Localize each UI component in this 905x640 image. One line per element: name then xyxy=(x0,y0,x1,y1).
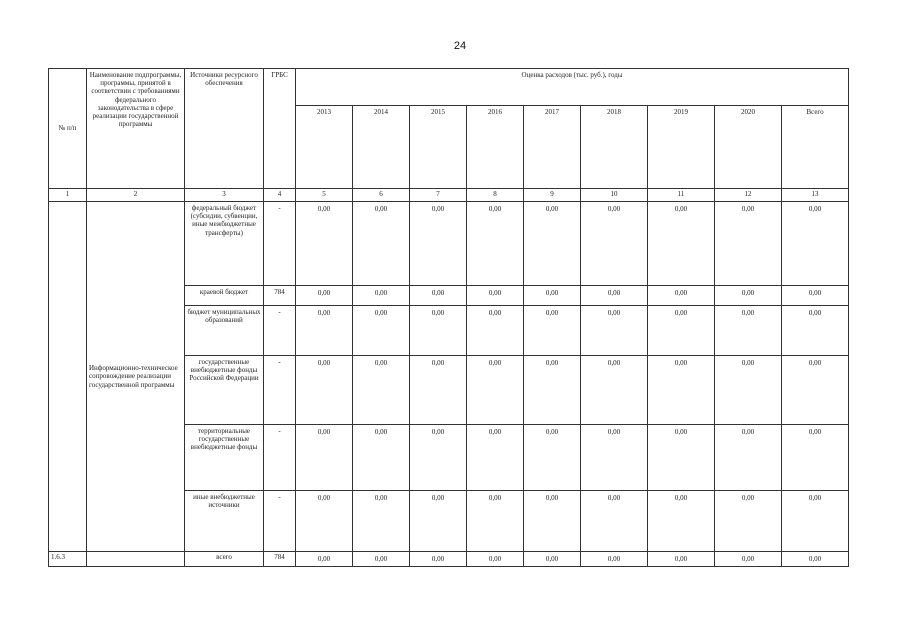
value-cell: 0,00 xyxy=(782,356,849,425)
column-index: 2 xyxy=(87,189,185,202)
value-cell: 0,00 xyxy=(782,202,849,286)
value-cell: 0,00 xyxy=(296,306,353,356)
value-cell: 0,00 xyxy=(467,286,524,306)
grbs-cell: - xyxy=(264,425,296,491)
value-cell: 0,00 xyxy=(524,356,581,425)
grbs-cell: 784 xyxy=(264,552,296,567)
value-cell: 0,00 xyxy=(581,356,648,425)
source-cell: территориальные государственные внебюджетные фонды xyxy=(185,425,264,491)
value-cell: 0,00 xyxy=(467,306,524,356)
value-cell: 0,00 xyxy=(648,286,715,306)
year-header: 2015 xyxy=(410,106,467,189)
column-index: 9 xyxy=(524,189,581,202)
year-header-total: Всего xyxy=(782,106,849,189)
header-grbs: ГРБС xyxy=(264,69,296,189)
value-cell: 0,00 xyxy=(410,306,467,356)
value-cell: 0,00 xyxy=(467,552,524,567)
value-cell: 0,00 xyxy=(467,356,524,425)
column-index-row xyxy=(49,189,849,202)
program-name: Информационно-техническое сопровождение реализации государственной программы xyxy=(87,202,185,552)
value-cell: 0,00 xyxy=(715,491,782,552)
value-cell: 0,00 xyxy=(524,306,581,356)
value-cell: 0,00 xyxy=(715,552,782,567)
header-no: № п/п xyxy=(49,69,87,189)
value-cell: 0,00 xyxy=(410,356,467,425)
value-cell: 0,00 xyxy=(581,552,648,567)
source-cell: государственные внебюджетные фонды Российской Федерации xyxy=(185,356,264,425)
value-cell: 0,00 xyxy=(410,202,467,286)
value-cell: 0,00 xyxy=(353,202,410,286)
value-cell: 0,00 xyxy=(524,286,581,306)
value-cell: 0,00 xyxy=(648,356,715,425)
value-cell: 0,00 xyxy=(524,425,581,491)
value-cell: 0,00 xyxy=(353,356,410,425)
value-cell: 0,00 xyxy=(782,306,849,356)
value-cell: 0,00 xyxy=(467,425,524,491)
value-cell: 0,00 xyxy=(715,356,782,425)
header-sources: Источники ресурсного обеспечения xyxy=(185,69,264,189)
header-name: Наименование подпрограммы, программы, принятой в соответствии с требованиями федерального законодательства в сфере реализации государственной программы xyxy=(87,69,185,189)
row-number-cell xyxy=(49,202,87,552)
value-cell: 0,00 xyxy=(648,552,715,567)
value-cell: 0,00 xyxy=(648,306,715,356)
column-index: 6 xyxy=(353,189,410,202)
year-header: 2013 xyxy=(296,106,353,189)
source-cell: федеральный бюджет (субсидии, субвенции, иные межбюджетные трансферты) xyxy=(185,202,264,286)
value-cell: 0,00 xyxy=(410,491,467,552)
header-estimate: Оценка расходов (тыс. руб.), годы xyxy=(296,69,849,106)
value-cell: 0,00 xyxy=(648,491,715,552)
value-cell: 0,00 xyxy=(648,202,715,286)
source-cell: краевой бюджет xyxy=(185,286,264,306)
source-cell: иные внебюджетные источники xyxy=(185,491,264,552)
budget-table xyxy=(48,68,849,567)
column-index: 11 xyxy=(648,189,715,202)
value-cell: 0,00 xyxy=(410,286,467,306)
value-cell: 0,00 xyxy=(410,552,467,567)
value-cell: 0,00 xyxy=(353,425,410,491)
column-index: 13 xyxy=(782,189,849,202)
value-cell: 0,00 xyxy=(581,286,648,306)
year-header: 2014 xyxy=(353,106,410,189)
value-cell: 0,00 xyxy=(715,202,782,286)
value-cell: 0,00 xyxy=(524,552,581,567)
value-cell: 0,00 xyxy=(581,425,648,491)
value-cell: 0,00 xyxy=(467,491,524,552)
value-cell: 0,00 xyxy=(296,425,353,491)
grbs-cell: - xyxy=(264,356,296,425)
column-index: 12 xyxy=(715,189,782,202)
column-index: 5 xyxy=(296,189,353,202)
value-cell: 0,00 xyxy=(296,286,353,306)
total-row-number: 1.6.3 xyxy=(49,552,87,567)
source-cell: всего xyxy=(185,552,264,567)
grbs-cell: 784 xyxy=(264,286,296,306)
source-cell: бюджет муниципальных образований xyxy=(185,306,264,356)
value-cell: 0,00 xyxy=(581,491,648,552)
value-cell: 0,00 xyxy=(296,202,353,286)
year-header: 2016 xyxy=(467,106,524,189)
column-index: 1 xyxy=(49,189,87,202)
grbs-cell: - xyxy=(264,202,296,286)
year-header: 2017 xyxy=(524,106,581,189)
column-index: 10 xyxy=(581,189,648,202)
column-index: 4 xyxy=(264,189,296,202)
year-header: 2018 xyxy=(581,106,648,189)
value-cell: 0,00 xyxy=(782,491,849,552)
value-cell: 0,00 xyxy=(296,356,353,425)
total-row-name xyxy=(87,552,185,567)
value-cell: 0,00 xyxy=(581,202,648,286)
grbs-cell: - xyxy=(264,491,296,552)
value-cell: 0,00 xyxy=(410,425,467,491)
value-cell: 0,00 xyxy=(524,202,581,286)
value-cell: 0,00 xyxy=(353,491,410,552)
value-cell: 0,00 xyxy=(353,306,410,356)
grbs-cell: - xyxy=(264,306,296,356)
value-cell: 0,00 xyxy=(715,306,782,356)
value-cell: 0,00 xyxy=(715,286,782,306)
value-cell: 0,00 xyxy=(782,286,849,306)
year-header: 2020 xyxy=(715,106,782,189)
value-cell: 0,00 xyxy=(648,425,715,491)
page-number: 24 xyxy=(453,40,467,52)
table-row xyxy=(49,202,849,286)
value-cell: 0,00 xyxy=(353,552,410,567)
value-cell: 0,00 xyxy=(782,552,849,567)
value-cell: 0,00 xyxy=(581,306,648,356)
column-index: 8 xyxy=(467,189,524,202)
value-cell: 0,00 xyxy=(296,552,353,567)
column-index: 7 xyxy=(410,189,467,202)
value-cell: 0,00 xyxy=(296,491,353,552)
total-row xyxy=(49,552,849,567)
year-header: 2019 xyxy=(648,106,715,189)
value-cell: 0,00 xyxy=(715,425,782,491)
value-cell: 0,00 xyxy=(353,286,410,306)
value-cell: 0,00 xyxy=(467,202,524,286)
value-cell: 0,00 xyxy=(782,425,849,491)
column-index: 3 xyxy=(185,189,264,202)
value-cell: 0,00 xyxy=(524,491,581,552)
